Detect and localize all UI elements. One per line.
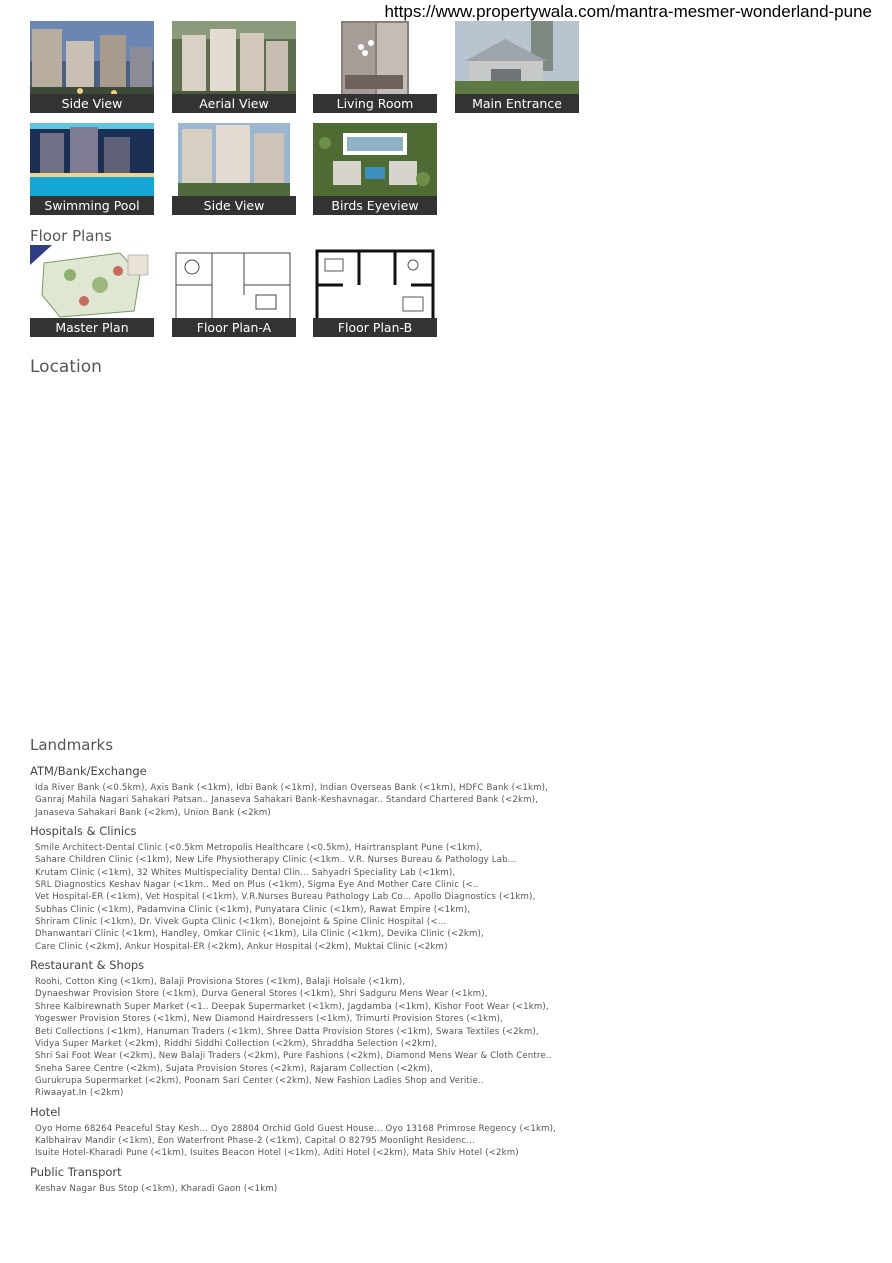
landmark-line: Krutam Clinic (<1km), 32 Whites Multispeciality Dental Clin... Sahyadri Speciality Lab (<1km), [35, 867, 456, 878]
plan-caption: Floor Plan-B [313, 318, 437, 337]
landmark-line: Oyo Home 68264 Peaceful Stay Kesh... Oyo 28804 Orchid Gold Guest House... Oyo 13168 Primrose Regency (<1km), [35, 1123, 556, 1134]
landmark-category-items [30, 1123, 610, 1160]
landmark-line: Yogeswer Provision Stores (<1km), New Diamond Hairdressers (<1km), Trimurti Provision Stores (<1km), [35, 1014, 503, 1025]
page-url[interactable]: https://www.propertywala.com/mantra-mesmer-wonderland-pune [384, 2, 872, 21]
landmark-line: Ida River Bank (<0.5km), Axis Bank (<1km), Idbi Bank (<1km), Indian Overseas Bank (<1km), HDFC Bank (<1km), [35, 783, 549, 793]
landmark-category-title: Restaurant & Shops [30, 958, 145, 973]
landmark-line: Gurukrupa Supermarket (<2km), Poonam Sari Center (<2km), New Fashion Ladies Shop and Veritie.. [35, 1075, 484, 1086]
landmark-category-items [30, 842, 610, 953]
photo-caption: Main Entrance [455, 94, 579, 113]
landmark-line: Ganraj Mahila Nagari Sahakari Patsan.. Janaseva Sahakari Bank-Keshavnagar.. Standard Chartered Bank (<2km), [35, 795, 538, 806]
photo-main-entrance[interactable] [455, 21, 579, 113]
landmark-line: Riwaayat.In (<2km) [35, 1088, 124, 1099]
location-map-area[interactable] [30, 388, 610, 728]
landmark-category-title: Hospitals & Clinics [30, 824, 137, 839]
photo-swimming-pool[interactable] [30, 123, 154, 215]
landmark-line: Shree Kalbirewnath Super Market (<1.. Deepak Supermarket (<1km), Jagdamba (<1km), Kishor Foot Wear (<1km), [35, 1001, 549, 1012]
landmark-line: Dynaeshwar Provision Store (<1km), Durva General Stores (<1km), Shri Sadguru Mens Wear (<1km), [35, 989, 488, 1000]
floor-plan-master[interactable] [30, 245, 154, 337]
landmark-category-title: Public Transport [30, 1164, 122, 1179]
landmark-line: Kalbhairav Mandir (<1km), Eon Waterfront Phase-2 (<1km), Capital O 82795 Moonlight Residenc... [35, 1135, 475, 1146]
landmark-category-items [30, 1183, 610, 1195]
landmark-category-items [30, 976, 610, 1099]
floor-plan-a[interactable] [172, 245, 296, 337]
landmark-line: Sahare Children Clinic (<1km), New Life Physiotherapy Clinic (<1km.. V.R. Nurses Bureau & Pathology Lab... [35, 855, 517, 866]
landmark-line: SRL Diagnostics Keshav Nagar (<1km.. Med on Plus (<1km), Sigma Eye And Mother Care Clinic (<.. [35, 880, 479, 891]
photo-caption: Side View [30, 94, 154, 113]
photo-birds-eyeview[interactable] [313, 123, 437, 215]
floor-plan-b[interactable] [313, 245, 437, 337]
landmark-line: Smile Architect-Dental Clinic (<0.5km Metropolis Healthcare (<0.5km), Hairtransplant Pune (<1km), [35, 843, 483, 854]
landmark-line: Vet Hospital-ER (<1km), Vet Hospital (<1km), V.R.Nurses Bureau Pathology Lab Co... Apollo Diagnostics (<1km), [35, 892, 536, 903]
plan-caption: Master Plan [30, 318, 154, 337]
photo-caption: Aerial View [172, 94, 296, 113]
landmark-line: Subhas Clinic (<1km), Padamvina Clinic (<1km), Punyatara Clinic (<1km), Rawat Empire (<1km), [35, 904, 471, 915]
photo-living-room[interactable] [313, 21, 437, 113]
landmarks-list [30, 764, 610, 1195]
photo-caption: Living Room [313, 94, 437, 113]
landmark-line: Keshav Nagar Bus Stop (<1km), Kharadi Gaon (<1km) [35, 1183, 278, 1194]
photo-side-view[interactable] [30, 21, 154, 113]
landmark-line: Janaseva Sahakari Bank (<2km), Union Bank (<2km) [35, 807, 271, 818]
landmark-line: Care Clinic (<2km), Ankur Hospital-ER (<2km), Ankur Hospital (<2km), Muktai Clinic (<2km) [35, 941, 448, 952]
landmark-line: Dhanwantari Clinic (<1km), Handley, Omkar Clinic (<1km), Lila Clinic (<1km), Devika Clinic (<2km), [35, 929, 484, 940]
plan-caption: Floor Plan-A [172, 318, 296, 337]
landmarks-heading: Landmarks [30, 736, 114, 754]
photo-aerial-view[interactable] [172, 21, 296, 113]
landmark-line: Sneha Saree Centre (<2km), Sujata Provision Stores (<2km), Rajaram Collection (<2km), [35, 1063, 434, 1074]
landmark-line: Beti Collections (<1km), Hanuman Traders (<1km), Shree Datta Provision Stores (<1km), Swara Textiles (<2km), [35, 1026, 539, 1037]
photo-caption: Swimming Pool [30, 196, 154, 215]
landmark-line: Shriram Clinic (<1km), Dr. Vivek Gupta Clinic (<1km), Bonejoint & Spine Clinic Hospital (<... [35, 917, 447, 928]
landmark-category-items [30, 782, 610, 819]
landmark-line: Roohi, Cotton King (<1km), Balaji Provisiona Stores (<1km), Balaji Holsale (<1km), [35, 977, 406, 988]
landmark-line: Isuite Hotel-Kharadi Pune (<1km), Isuites Beacon Hotel (<1km), Aditi Hotel (<2km), Mata Shiv Hotel (<2km) [35, 1148, 519, 1159]
location-heading: Location [30, 357, 102, 377]
photo-caption: Side View [172, 196, 296, 215]
floor-plans-heading: Floor Plans [30, 227, 112, 245]
photo-caption: Birds Eyeview [313, 196, 437, 215]
landmark-category-title: Hotel [30, 1104, 61, 1119]
landmark-category-title: ATM/Bank/Exchange [30, 764, 147, 778]
landmark-line: Shri Sai Foot Wear (<2km), New Balaji Traders (<2km), Pure Fashions (<2km), Diamond Mens Wear & Cloth Centre.. [35, 1051, 552, 1062]
landmark-line: Vidya Super Market (<2km), Riddhi Siddhi Collection (<2km), Shraddha Selection (<2km), [35, 1038, 438, 1049]
photo-side-view-2[interactable] [172, 123, 296, 215]
